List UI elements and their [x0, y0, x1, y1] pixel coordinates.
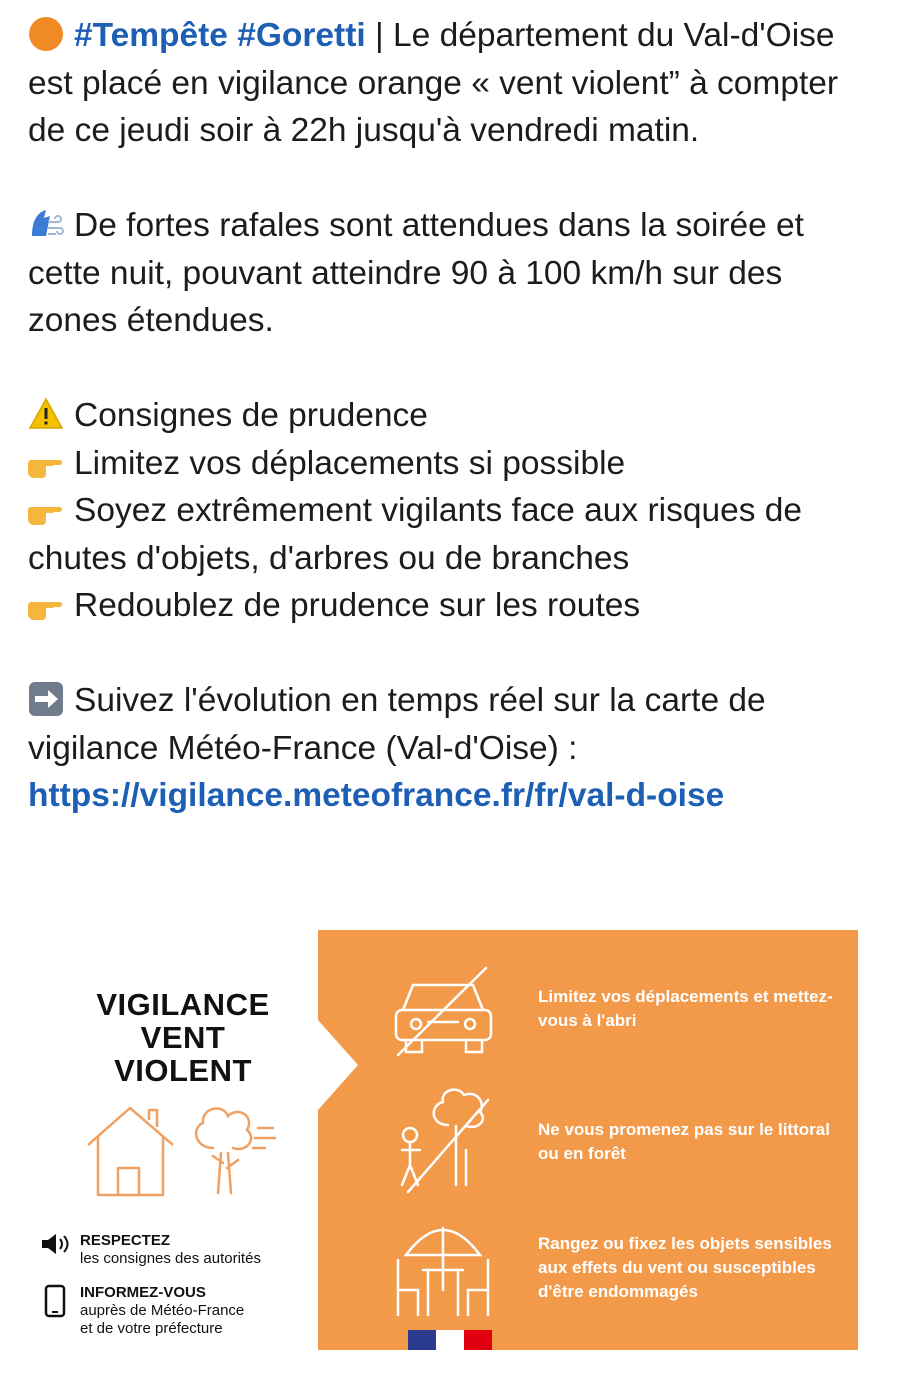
inform-rest: et de votre préfecture	[80, 1320, 223, 1337]
action-text: Rangez ou fixez les objets sensibles aux effets du vent ou susceptibles d'être endommagés	[538, 1234, 832, 1301]
wind-icon	[28, 206, 64, 242]
tree-icon	[183, 1098, 283, 1198]
consigne-text: Redoublez de prudence sur les routes	[74, 587, 641, 624]
hashtag-tempete[interactable]: #Tempête	[74, 17, 228, 54]
consigne-item	[28, 440, 878, 488]
pointing-hand-icon	[28, 444, 64, 480]
vigilance-title	[68, 988, 298, 1087]
inform-rest: auprès de Météo-France	[80, 1302, 245, 1319]
post-intro	[28, 12, 878, 155]
wind-paragraph	[28, 202, 878, 345]
speaker-icon	[40, 1232, 70, 1256]
action-text: Limitez vos déplacements et mettez-vous à l'abri	[538, 987, 833, 1030]
intro-text: | Le département du Val-d'Oise est placé en vigilance orange « vent violent” à compter de ce jeudi soir à 22h jusqu'à vendredi matin.	[28, 17, 839, 149]
consigne-item	[28, 487, 878, 582]
inform-row	[40, 1284, 244, 1338]
respect-rest: les consignes des autorités	[80, 1250, 261, 1267]
follow-text: Suivez l'évolution en temps réel sur la carte de vigilance Météo-France (Val-d'Oise) :	[28, 682, 766, 767]
right-arrow-icon	[28, 681, 64, 717]
infographic-left	[28, 930, 318, 1350]
consigne-text: Limitez vos déplacements si possible	[74, 444, 626, 482]
consignes-title-text: Consignes de prudence	[74, 397, 428, 434]
republique-francaise-logo	[408, 1330, 492, 1350]
title-line: VIOLENT	[114, 1053, 252, 1088]
vigilance-infographic	[28, 930, 858, 1350]
meteofrance-link[interactable]: https://vigilance.meteofrance.fr/fr/val-d-oise	[28, 777, 725, 814]
wind-text: De fortes rafales sont attendues dans la soirée et cette nuit, pouvant atteindre 90 à 100 km/h sur des zones étendues.	[28, 207, 804, 339]
title-line: VIGILANCE	[96, 987, 270, 1022]
action-text: Ne vous promenez pas sur le littoral ou en forêt	[538, 1120, 830, 1163]
follow-paragraph	[28, 677, 878, 772]
hashtag-goretti[interactable]: #Goretti	[237, 17, 366, 54]
title-line: VENT	[140, 1020, 226, 1055]
post-text	[28, 12, 878, 820]
consignes-title	[28, 392, 878, 440]
phone-icon	[40, 1284, 70, 1318]
pointing-hand-icon	[28, 586, 64, 622]
consigne-item	[28, 582, 878, 630]
inform-strong: INFORMEZ-VOUS	[80, 1284, 206, 1301]
orange-circle-icon	[28, 16, 64, 52]
warning-icon	[28, 396, 64, 432]
consigne-text: Soyez extrêmement vigilants face aux risques de chutes d'objets, d'arbres ou de branches	[28, 492, 803, 577]
pointing-hand-icon	[28, 491, 64, 527]
respect-strong: RESPECTEZ	[80, 1232, 171, 1249]
house-icon	[83, 1100, 178, 1200]
respect-row	[40, 1232, 261, 1268]
